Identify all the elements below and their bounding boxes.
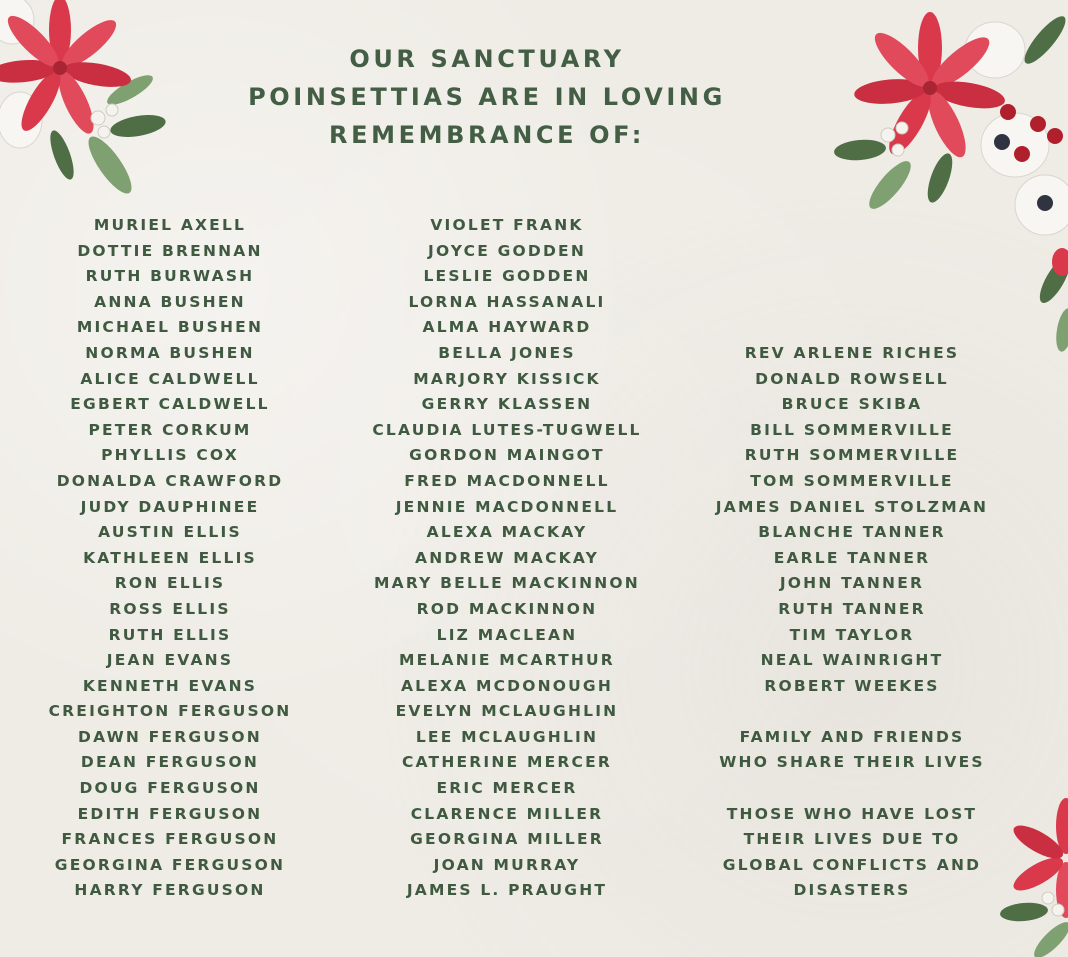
memorial-name: GEORGINA MILLER [410,830,604,849]
memorial-name: PHYLLIS COX [101,446,239,465]
memorial-name: MURIEL AXELL [93,216,247,234]
names-column-1 [20,213,320,904]
memorial-name: EARLE TANNER [773,548,931,567]
memorial-name: KATHLEEN ELLIS [83,548,257,567]
memorial-name: CATHERINE MERCER [401,753,612,772]
memorial-name: DISASTERS [793,881,911,900]
memorial-name: ROBERT WEEKES [764,676,940,695]
memorial-name: JEAN EVANS [106,651,234,670]
spacer-line [700,264,1004,290]
heading-line: POINSETTIAS ARE IN LOVING [248,83,726,111]
memorial-name: BELLA JONES [438,343,576,362]
memorial-name: RUTH SOMMERVILLE [744,446,960,465]
memorial-name: RUTH TANNER [778,599,926,618]
memorial-name: KENNETH EVANS [82,676,258,695]
memorial-name: MARJORY KISSICK [413,369,601,388]
memorial-name: TOM SOMMERVILLE [750,471,954,490]
memorial-name: FAMILY AND FRIENDS [739,727,965,746]
memorial-name: ANNA BUSHEN [94,292,246,311]
memorial-name: JOYCE GODDEN [427,241,586,260]
names-column-2 [356,213,658,904]
memorial-name: JENNIE MACDONNELL [395,497,619,516]
memorial-name: CLARENCE MILLER [410,804,604,823]
memorial-name: EDITH FERGUSON [77,804,263,823]
memorial-name: THEIR LIVES DUE TO [743,830,961,849]
memorial-name: REV ARLENE RICHES [744,343,960,362]
memorial-name: ANDREW MACKAY [415,548,599,567]
memorial-name: DONALDA CRAWFORD [56,471,284,490]
memorial-name: GLOBAL CONFLICTS AND [722,855,982,874]
memorial-name: RUTH ELLIS [108,625,232,644]
spacer-line [700,315,1004,341]
spacer-line [700,290,1004,316]
memorial-name: TIM TAYLOR [789,625,915,644]
memorial-name: NORMA BUSHEN [85,343,255,362]
memorial-name: MELANIE MCARTHUR [399,651,615,670]
memorial-name: ALMA HAYWARD [422,318,592,337]
memorial-name: EGBERT CALDWELL [70,395,270,414]
memorial-name: WHO SHARE THEIR LIVES [719,753,985,772]
memorial-name: LESLIE GODDEN [423,267,591,286]
memorial-name: BRUCE SKIBA [781,395,923,414]
memorial-name: THOSE WHO HAVE LOST [726,804,978,823]
heading-line: REMEMBRANCE OF: [329,121,645,149]
memorial-name: GORDON MAINGOT [409,446,605,465]
memorial-name: RON ELLIS [114,574,226,593]
spacer-line [700,213,1004,239]
poinsettia-bottom-right-decoration [996,800,1068,957]
memorial-name: JAMES L. PRAUGHT [406,881,608,900]
memorial-name: JOAN MURRAY [433,855,581,874]
spacer-line [700,776,1004,802]
memorial-name: HARRY FERGUSON [74,881,266,900]
memorial-name: LEE MCLAUGHLIN [415,727,599,746]
spacer-line [700,239,1004,265]
memorial-name: GERRY KLASSEN [421,395,593,414]
memorial-name: ERIC MERCER [436,779,578,798]
memorial-name: LIZ MACLEAN [436,625,578,644]
memorial-name: AUSTIN ELLIS [98,523,242,542]
memorial-name: JOHN TANNER [779,574,925,593]
memorial-name: ROD MACKINNON [416,599,598,618]
memorial-name: DOTTIE BRENNAN [77,241,263,260]
memorial-name: FRED MACDONNELL [404,471,610,490]
memorial-name: JAMES DANIEL STOLZMAN [715,497,989,516]
memorial-name: MARY BELLE MACKINNON [374,574,640,593]
memorial-name: ALICE CALDWELL [80,369,260,388]
memorial-name: DEAN FERGUSON [80,753,260,772]
memorial-name: FRANCES FERGUSON [61,830,279,849]
memorial-name: EVELYN MCLAUGHLIN [395,702,619,721]
memorial-name: PETER CORKUM [88,420,252,439]
memorial-name: RUTH BURWASH [85,267,255,286]
memorial-name: DONALD ROWSELL [755,369,949,388]
page-heading [0,40,974,154]
memorial-name: ROSS ELLIS [109,599,231,618]
spacer-line [700,699,1004,725]
memorial-name: DAWN FERGUSON [78,727,262,746]
memorial-name: JUDY DAUPHINEE [80,497,260,516]
memorial-name: CLAUDIA LUTES-TUGWELL [372,420,642,439]
memorial-name: VIOLET FRANK [430,216,584,234]
memorial-name: ALEXA MCDONOUGH [400,676,614,695]
memorial-name: BILL SOMMERVILLE [750,420,954,439]
memorial-name: MICHAEL BUSHEN [76,318,264,337]
memorial-name: LORNA HASSANALI [408,292,606,311]
memorial-name: CREIGHTON FERGUSON [48,702,292,721]
memorial-name: NEAL WAINRIGHT [760,651,944,670]
names-column-3 [700,213,1004,904]
memorial-name: BLANCHE TANNER [758,523,946,542]
memorial-name: DOUG FERGUSON [79,779,261,798]
heading-line: OUR SANCTUARY [349,45,625,73]
memorial-name: GEORGINA FERGUSON [54,855,286,874]
memorial-name: ALEXA MACKAY [426,523,588,542]
